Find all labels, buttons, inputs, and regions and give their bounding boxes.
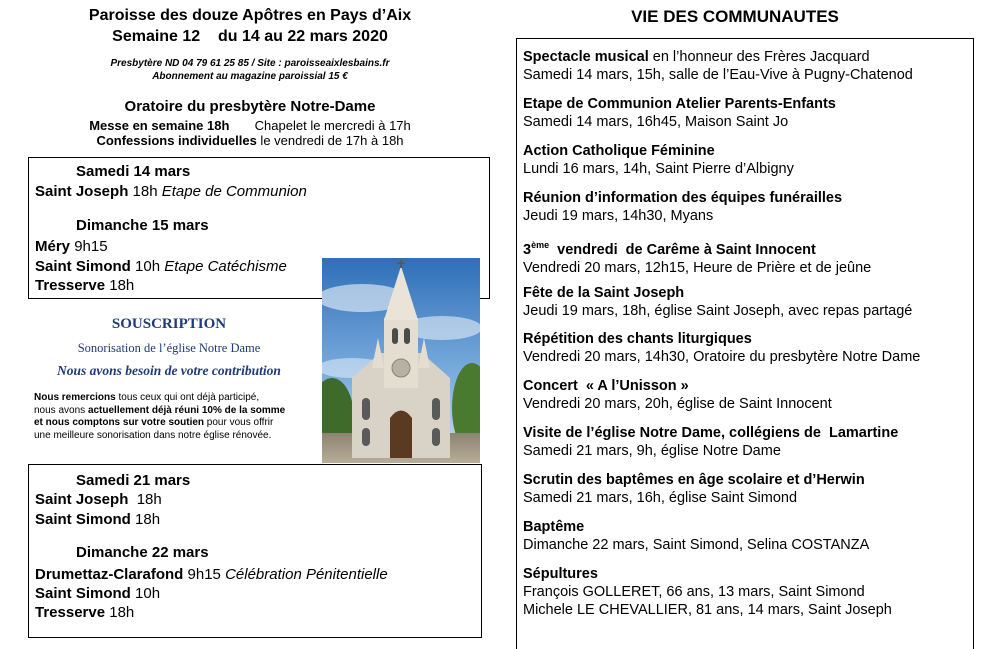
event-item (523, 471, 865, 507)
mass-time: 18h (128, 491, 162, 508)
event-item (523, 518, 869, 554)
week2-sun-mass (35, 566, 388, 583)
event-detail: Samedi 21 mars, 16h, église Saint Simond (523, 490, 798, 506)
event-item (523, 95, 836, 131)
event-item (523, 284, 912, 320)
souscription-text (34, 392, 319, 442)
event-title: Etape de Communion Atelier Parents-Enfants (523, 96, 836, 112)
event-title: Sépultures (523, 566, 598, 582)
text: une meilleure sonorisation dans notre église rénovée. (34, 429, 272, 441)
souscription-subtitle: Sonorisation de l’église Notre Dame (77, 341, 261, 355)
week2-sat-mass (35, 511, 160, 528)
event-item (523, 142, 794, 178)
event-item (523, 377, 832, 413)
event-item (523, 565, 892, 619)
contact-info: Presbytère ND 04 79 61 25 85 / Site : paroisseaixlesbains.fr (110, 58, 390, 69)
confessions-time: le vendredi de 17h à 18h (256, 133, 404, 148)
week-title: Semaine 12 du 14 au 22 mars 2020 (112, 28, 388, 45)
event-item (523, 48, 913, 84)
week2-sun-mass (35, 604, 134, 621)
mass-time: 10h (130, 585, 161, 602)
mass-place: Saint Simond (35, 258, 131, 275)
event-detail: Jeudi 19 mars, 14h30, Myans (523, 208, 714, 224)
magazine-subscription: Abonnement au magazine paroissial 15 € (152, 71, 348, 82)
event-title: Répétition des chants liturgiques (523, 331, 752, 347)
church-photo (322, 258, 480, 463)
mass-place: Saint Joseph (35, 183, 129, 200)
week1-sun-mass (35, 238, 108, 255)
event-item (523, 189, 842, 225)
oratoire-confessions (20, 133, 480, 148)
mass-place: Drumettaz-Clarafond (35, 566, 184, 583)
souscription-appeal: Nous avons besoin de votre contribution (57, 363, 281, 378)
event-title: Action Catholique Féminine (523, 143, 715, 159)
event-title-rest: en l’honneur des Frères Jacquard (648, 49, 870, 65)
mass-time: 18h (105, 604, 135, 621)
mass-place: Méry (35, 238, 71, 255)
event-detail: Lundi 16 mars, 14h, Saint Pierre d’Albigny (523, 161, 794, 177)
event-ordinal-sup: ème (531, 240, 550, 250)
mass-time: 18h (128, 183, 162, 200)
text-bold: et nous comptons sur votre soutien (34, 417, 205, 428)
mass-time: 18h (130, 511, 161, 528)
vie-communautes-title: VIE DES COMMUNAUTES (631, 7, 839, 26)
confessions-label: Confessions individuelles (96, 133, 257, 148)
event-detail: Vendredi 20 mars, 20h, église de Saint Innocent (523, 396, 832, 412)
event-title: vendredi de Carême à Saint Innocent (557, 241, 816, 258)
souscription-title: SOUSCRIPTION (111, 316, 227, 332)
mass-time: 18h (105, 277, 135, 294)
mass-note: Etape Catéchisme (164, 258, 287, 275)
week1-sun-mass (35, 258, 287, 275)
event-detail: Vendredi 20 mars, 12h15, Heure de Prière et de jeûne (523, 259, 872, 276)
event-detail: Samedi 21 mars, 9h, église Notre Dame (523, 443, 781, 459)
parish-title: Paroisse des douze Apôtres en Pays d’Aix (88, 7, 412, 24)
event-item (523, 330, 920, 366)
event-detail: Vendredi 20 mars, 14h30, Oratoire du presbytère Notre Dame (523, 349, 921, 365)
text: tous ceux qui ont déjà participé, (115, 392, 260, 403)
event-detail: Dimanche 22 mars, Saint Simond, Selina COSTANZA (523, 537, 870, 553)
week1-sun-mass (35, 277, 134, 294)
text-bold: actuellement déjà réuni 10% de la somme (87, 404, 286, 416)
event-title: Fête de la Saint Joseph (523, 285, 685, 301)
text-bold: Nous remercions (34, 392, 116, 403)
church-illustration (322, 258, 480, 463)
week2-sun-mass (35, 585, 160, 602)
week1-saturday-title: Samedi 14 mars (76, 163, 191, 180)
mass-place: Saint Joseph (35, 491, 129, 508)
chapelet-info: Chapelet le mercredi à 17h (254, 118, 411, 133)
event-detail: Samedi 14 mars, 15h, salle de l’Eau-Vive à Pugny-Chatenod (523, 67, 913, 83)
mass-time: 10h (130, 258, 165, 275)
event-title: Concert « A l’Unisson » (523, 378, 689, 394)
event-detail: François GOLLERET, 66 ans, 13 mars, Saint Simond (523, 584, 865, 600)
event-detail: Jeudi 19 mars, 18h, église Saint Joseph, avec repas partagé (523, 303, 913, 319)
mass-place: Tresserve (35, 604, 106, 621)
event-title: Scrutin des baptêmes en âge scolaire et d’Herwin (523, 472, 865, 488)
event-ordinal: 3 (523, 241, 532, 258)
event-item (523, 236, 871, 277)
week2-sunday-title: Dimanche 22 mars (76, 544, 209, 561)
messe-label: Messe en semaine 18h (89, 118, 230, 133)
text: pour vous offrir (204, 417, 274, 428)
mass-place: Saint Simond (35, 585, 131, 602)
mass-place: Tresserve (35, 277, 106, 294)
event-title: Spectacle musical (523, 49, 649, 65)
text: nous avons (34, 404, 88, 416)
week2-sat-mass (35, 491, 162, 508)
event-title: Réunion d’information des équipes funérailles (523, 190, 843, 206)
event-detail: Samedi 14 mars, 16h45, Maison Saint Jo (523, 114, 789, 130)
mass-note: Etape de Communion (161, 183, 307, 200)
mass-time: 9h15 (183, 566, 226, 583)
event-item (523, 424, 898, 460)
mass-note: Célébration Pénitentielle (225, 566, 388, 583)
mass-time: 9h15 (70, 238, 108, 255)
mass-place: Saint Simond (35, 511, 131, 528)
event-title: Baptême (523, 519, 585, 535)
event-detail-2: Michele LE CHEVALLIER, 81 ans, 14 mars, Saint Joseph (523, 602, 892, 618)
oratoire-title: Oratoire du presbytère Notre-Dame (124, 98, 376, 115)
week1-sunday-title: Dimanche 15 mars (76, 217, 209, 234)
week2-saturday-title: Samedi 21 mars (76, 472, 191, 489)
oratoire-messe (20, 118, 480, 133)
event-title: Visite de l’église Notre Dame, collégiens de Lamartine (523, 425, 899, 441)
week1-sat-mass (35, 183, 307, 200)
